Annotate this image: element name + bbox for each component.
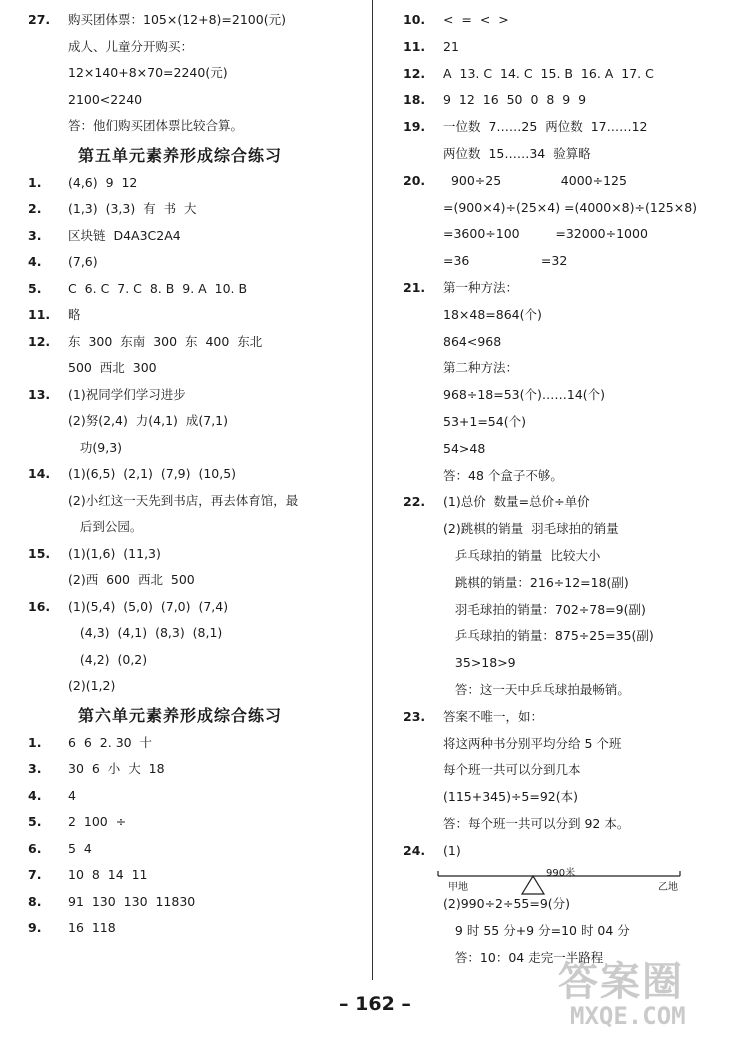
answer-text: 10 8 14 11: [68, 867, 148, 882]
answer-text: 4: [68, 787, 76, 803]
answer-text: (1)(5,4) (5,0) (7,0) (7,4): [68, 598, 229, 614]
question-number: 3.: [28, 227, 42, 243]
answer-text: 54>48: [443, 440, 486, 456]
question-number: 1.: [28, 174, 42, 190]
answer-text: (1,3) (3,3) 有 书 大: [68, 201, 197, 216]
answer-text: 9 12 16 50 0 8 9 9: [443, 92, 587, 108]
answer-text: (115+345)÷5=92(本): [443, 789, 579, 805]
answer-text: 略: [68, 307, 81, 322]
question-number: 8.: [28, 893, 42, 909]
answer-text: (2)小红这一天先到书店，再去体育馆，最: [68, 492, 299, 508]
answer-text: 购买团体票：105×(12+8)=2100(元): [68, 12, 286, 27]
question-number: 20.: [403, 172, 426, 188]
section-heading: 第六单元素养形成综合练习: [78, 705, 283, 725]
question-number: 13.: [28, 386, 51, 402]
answer-text: (4,2) (0,2): [68, 651, 148, 667]
answer-text: (4,6) 9 12: [68, 174, 138, 190]
question-number: 16.: [28, 598, 51, 614]
answer-text: 将这两种书分别平均分给 5 个班: [443, 735, 622, 751]
question-number: 9.: [28, 920, 42, 935]
question-number: 19.: [403, 119, 426, 135]
answer-text: 乒乓球拍的销量 比较大小: [443, 548, 601, 563]
answer-text: 答：48 个盒子不够。: [443, 467, 563, 483]
answer-text: (2)西 600 西北 500: [68, 572, 195, 587]
question-number: 4.: [28, 254, 42, 269]
answer-text: 第一种方法：: [443, 280, 519, 295]
question-number: 21.: [403, 280, 426, 295]
watermark-logo: [548, 950, 748, 1040]
answer-text: (1): [443, 842, 461, 858]
answer-text: 864<968: [443, 333, 502, 349]
answer-text: 30 6 小 大 18: [68, 761, 165, 776]
answer-text: (2)努(2,4) 力(4,1) 成(7,1): [68, 413, 228, 428]
answer-text: 乒乓球拍的销量：875÷25=35(副): [443, 628, 654, 644]
question-number: 12.: [403, 65, 426, 81]
answer-text: 东 300 东南 300 东 400 东北: [68, 333, 263, 349]
answer-text: (1)总价 数量=总价÷单价: [443, 494, 590, 510]
answer-text: 9 时 55 分+9 分=10 时 04 分: [443, 923, 630, 939]
answer-text: 500 西北 300: [68, 360, 157, 375]
answer-text: 跳棋的销量：216÷12=18(副): [443, 574, 629, 590]
question-number: 14.: [28, 466, 51, 481]
answer-text: =3600÷100 =32000÷1000: [443, 226, 648, 242]
question-number: 15.: [28, 545, 51, 561]
watermark-text: 答案圈: [558, 959, 684, 1005]
answer-text: 900÷25 4000÷125: [443, 172, 627, 188]
question-number: 11.: [28, 307, 51, 322]
answer-text: 2100<2240: [68, 91, 143, 107]
column-divider: [372, 0, 373, 980]
answer-text: 两位数 15……34 验算略: [443, 146, 591, 161]
page-number: – 162 –: [339, 993, 411, 1015]
answer-text: 91 130 130 11830: [68, 893, 196, 909]
answer-text: 后到公园。: [68, 519, 143, 534]
answer-text: 每个班一共可以分到几本: [443, 762, 581, 778]
answer-text: 16 118: [68, 920, 116, 935]
question-number: 22.: [403, 494, 426, 510]
answer-text: 21: [443, 38, 459, 54]
answer-text: (2)990÷2÷55=9(分): [443, 896, 571, 912]
answer-text: 第二种方法：: [443, 360, 519, 376]
end-label: 乙地: [658, 882, 678, 893]
question-number: 23.: [403, 708, 426, 724]
question-number: 1.: [28, 734, 42, 750]
answer-text: C 6. C 7. C 8. B 9. A 10. B: [68, 280, 248, 296]
answer-text: (1)祝同学们学习进步: [68, 386, 186, 402]
answer-text: (7,6): [68, 254, 98, 269]
start-label: 甲地: [448, 882, 468, 893]
answer-text: 成人、儿童分开购买：: [68, 38, 194, 54]
answer-text: 18×48=864(个): [443, 306, 542, 322]
answer-text: 35>18>9: [443, 655, 516, 671]
question-number: 5.: [28, 814, 42, 829]
question-number: 12.: [28, 333, 51, 349]
question-number: 6.: [28, 840, 42, 856]
question-number: 24.: [403, 842, 426, 858]
answer-text: 答：这一天中乒乓球拍最畅销。: [443, 682, 630, 697]
answer-text: (4,3) (4,1) (8,3) (8,1): [68, 625, 223, 640]
answer-text: 53+1=54(个): [443, 414, 526, 429]
question-number: 5.: [28, 280, 42, 296]
answer-text: 功(9,3): [68, 439, 123, 455]
answer-text: 区块链 D4A3C2A4: [68, 227, 181, 243]
section-heading: 第五单元素养形成综合练习: [78, 145, 283, 165]
answer-text: 968÷18=53(个)……14(个): [443, 387, 606, 403]
question-number: 11.: [403, 38, 426, 54]
question-number: 7.: [28, 867, 42, 882]
answer-text: (2)(1,2): [68, 678, 116, 693]
answer-text: 6 6 2. 30 十: [68, 734, 153, 750]
answer-text: =(900×4)÷(25×4) =(4000×8)÷(125×8): [443, 199, 698, 215]
watermark-url: MXQE.COM: [570, 1002, 686, 1030]
answer-text: 答：他们购买团体票比较合算。: [68, 118, 244, 133]
answer-text: 答案不唯一，如：: [443, 708, 544, 724]
answer-text: 5 4: [68, 840, 92, 856]
answer-text: < = < >: [443, 12, 509, 27]
question-number: 27.: [28, 12, 51, 27]
answer-text: (1)(6,5) (2,1) (7,9) (10,5): [68, 466, 237, 481]
answer-text: A 13. C 14. C 15. B 16. A 17. C: [443, 65, 654, 81]
answer-text: 答：每个班一共可以分到 92 本。: [443, 816, 630, 831]
distance-diagram: [430, 866, 690, 902]
question-number: 3.: [28, 761, 42, 776]
question-number: 4.: [28, 787, 42, 803]
answer-text: 一位数 7……25 两位数 17……12: [443, 119, 648, 135]
answer-text: 2 100 ÷: [68, 814, 127, 829]
question-number: 10.: [403, 12, 426, 27]
answer-text: 羽毛球拍的销量：702÷78=9(副): [443, 601, 646, 617]
question-number: 2.: [28, 201, 42, 216]
distance-label: 990米: [546, 868, 576, 879]
question-number: 18.: [403, 92, 426, 108]
answer-text: (2)跳棋的销量 羽毛球拍的销量: [443, 521, 619, 537]
answer-text: 答：10：04 走完一半路程: [443, 950, 604, 965]
answer-text: =36 =32: [443, 253, 568, 269]
answer-text: (1)(1,6) (11,3): [68, 545, 161, 561]
answer-text: 12×140+8×70=2240(元): [68, 65, 228, 80]
